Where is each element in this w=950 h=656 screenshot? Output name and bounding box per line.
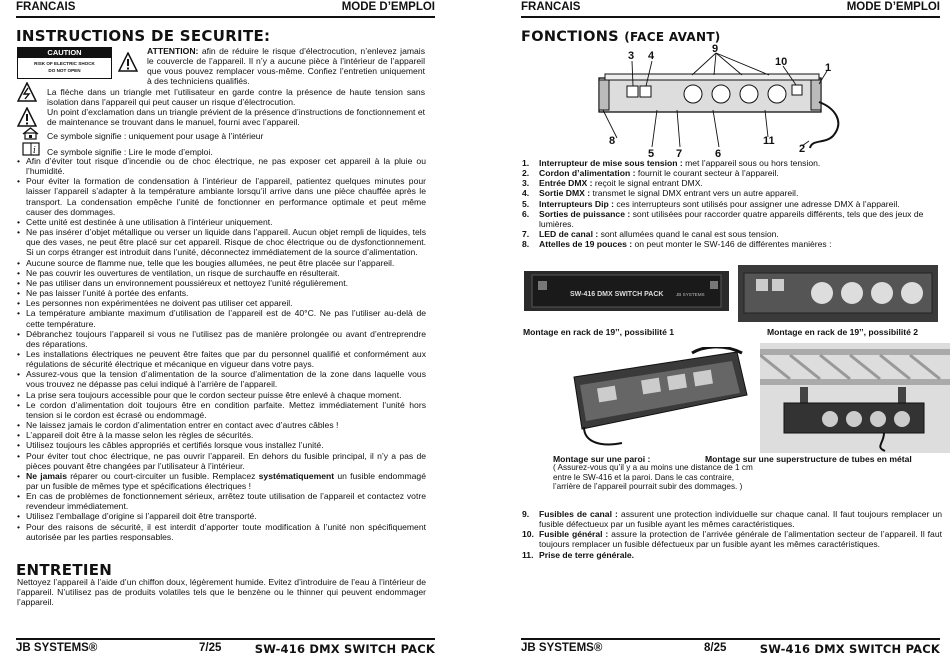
function-description: sont utilisées pour raccorder quatre appareils différents, tels que des jeux de lumières.	[539, 208, 924, 229]
function-term: LED de canal :	[539, 229, 599, 240]
function-number: 6.	[522, 208, 530, 219]
dmx-in-connector	[627, 86, 638, 97]
list-item: • Assurez-vous que la tension d’alimentation de la source d’alimentation de la zone dans laquelle vous vous trouvez ne dépasse pas celui indiqué à l’arrière de l’appareil.	[17, 369, 426, 389]
function-number: 1.	[522, 158, 530, 168]
list-item: • Ne laissez jamais le cordon d’alimentation entrer en contact avec d’autres câbles !	[17, 420, 426, 430]
list-item: • Ne pas laisser l’unité à portée des enfants.	[17, 288, 426, 298]
list-item: • Pour éviter tout choc électrique, ne pas ouvrir l’appareil. En dehors du fusible principal, il n’y a pas de pièces pouvant être changées par l’utilisateur à l’intérieur.	[17, 451, 426, 471]
list-item: • Débranchez toujours l’appareil si vous ne l’utilisez pas de manière prolongée ou avant d’entreprendre des réparations.	[17, 329, 426, 349]
function-description: fournit le courant secteur à l’appareil.	[635, 168, 779, 179]
list-item: • Les installations électriques ne peuvent être faites que par du personnel qualifié et conformément aux régulations de sécurité électrique et mécanique en vigueur dans votre pays.	[17, 349, 426, 369]
outlet	[740, 85, 758, 103]
function-term: Interrupteurs Dip :	[539, 198, 614, 209]
list-item: • Le cordon d’alimentation doit toujours être en condition parfaite. Mettez immédiatement l’unité hors tension si le cordon est écrasé ou endommagé.	[17, 400, 426, 420]
function-number: 5.	[522, 198, 530, 209]
footer-page-number: 8/25	[704, 642, 727, 654]
callout-number: 9	[712, 44, 719, 55]
page-header	[16, 1, 435, 15]
list-item: • Ne jamais réparer ou court-circuiter un fusible. Remplacez systématiquement un fusible endommagé par un fusible de mêmes type et spécifications électriques !	[17, 471, 426, 491]
read-manual-icon	[22, 142, 40, 156]
attention-paragraph	[147, 46, 425, 87]
header-manual: MODE D’EMPLOI	[846, 1, 940, 13]
function-number: 10.	[522, 529, 534, 540]
caution-title: CAUTION	[18, 48, 111, 58]
manual-symbol-text: Ce symbole signifie : Lire le mode d’emploi.	[47, 147, 213, 157]
function-number: 4.	[522, 188, 530, 199]
list-item: • Aucune source de flamme nue, telle que les bougies allumées, ne peut être placée sur l’appareil.	[17, 258, 426, 268]
callout-number: 6	[715, 148, 722, 159]
maintenance-title: ENTRETIEN	[16, 561, 113, 579]
footer-rule	[521, 638, 940, 640]
caption-wall: Montage sur une paroi :	[553, 454, 651, 464]
list-item: • Ne pas utiliser dans un environnement poussiéreux et nettoyez l’unité régulièrement.	[17, 278, 426, 288]
function-description: reçoit le signal entrant DMX.	[592, 178, 703, 189]
list-item: • Les personnes non expérimentées ne doivent pas utiliser cet appareil.	[17, 298, 426, 308]
list-item: • Utilisez toujours les câbles appropriés et certifiés lorsque vous installez l’unité.	[17, 440, 426, 450]
lightning-small-icon	[17, 52, 31, 68]
note-line: l’arrière de l’appareil pourrait subir des dommages. )	[553, 482, 743, 492]
function-number: 9.	[522, 509, 530, 519]
indoor-symbol-text: Ce symbole signifie : uniquement pour usage à l’intérieur	[47, 131, 264, 141]
page-header	[521, 1, 940, 15]
callout-number: 7	[676, 148, 683, 159]
header-language: FRANCAIS	[521, 1, 581, 13]
header-rule	[521, 16, 940, 18]
callout-number: 8	[609, 135, 616, 147]
caution-line-1: RISK OF ELECTRIC SHOCK	[34, 61, 95, 66]
exclamation-triangle-icon	[17, 107, 37, 127]
safety-bullet-list	[17, 156, 426, 542]
header-manual: MODE D’EMPLOI	[341, 1, 435, 13]
list-item: • La température ambiante maximum d’utilisation de l’appareil est de 40°C. Ne pas l’utiliser au-delà de cette température.	[17, 308, 426, 328]
power-switch	[792, 85, 802, 95]
function-term: Cordon d’alimentation :	[539, 168, 636, 179]
function-item	[522, 509, 942, 529]
callout-number: 11	[763, 135, 775, 147]
note-line: ( Assurez-vous qu’il y a au moins une distance de 1 cm	[553, 463, 753, 472]
device-brand-label: JB SYSTEMS	[676, 292, 705, 297]
callout-number: 4	[648, 50, 655, 62]
function-item	[522, 229, 942, 239]
function-description: sont allumées quand le canal est sous tension.	[598, 229, 779, 240]
function-item	[522, 178, 942, 188]
functions-title-sub: (FACE AVANT)	[624, 30, 721, 44]
function-term: Fusibles de canal :	[539, 509, 618, 519]
outlet	[768, 85, 786, 103]
function-description: met l’appareil sous ou hors tension.	[682, 158, 821, 168]
wall-mount-note	[553, 463, 753, 492]
page-8	[505, 0, 950, 654]
functions-list-continued	[522, 509, 942, 560]
indoor-use-icon	[22, 127, 39, 140]
caption-rack-2: Montage en rack de 19’’, possibilité 2	[767, 327, 919, 337]
maintenance-paragraph: Nettoyez l’appareil à l’aide d’un chiffon doux, légèrement humide. Evitez d’introduire de l’eau à l’intérieur de l’appareil. N’utilisez pas de produits volatiles tels que le benzène ou le thinner qui peuvent endommager l’appareil.	[17, 577, 426, 608]
function-term: Fusible général :	[539, 529, 609, 540]
safety-title: INSTRUCTIONS DE SECURITE:	[16, 27, 271, 45]
function-term: Sorties de puissance :	[539, 208, 631, 219]
truss-mount-photo	[760, 343, 950, 453]
footer-rule	[16, 638, 435, 640]
function-description: on peut monter le SW-146 de différentes manières :	[632, 239, 832, 250]
page-7	[0, 0, 445, 654]
function-item	[522, 188, 942, 198]
lightning-paragraph: La flèche dans un triangle met l’utilisateur en garde contre la présence de haute tension sans isolation dans l’appareil qui peut causer un risque d’électrocution.	[47, 87, 425, 108]
caution-label	[17, 47, 112, 79]
footer-brand: JB SYSTEMS®	[521, 642, 603, 654]
function-item	[522, 550, 942, 560]
function-term: Prise de terre générale.	[539, 549, 635, 560]
function-term: Sortie DMX :	[539, 188, 591, 199]
list-item: • Ne pas couvrir les ouvertures de ventilation, un risque de surchauffe en résulterait.	[17, 268, 426, 278]
panel-top	[605, 74, 819, 80]
footer-model: SW-416 DMX SWITCH PACK	[759, 642, 940, 656]
caption-rack-1: Montage en rack de 19’’, possibilité 1	[523, 327, 675, 337]
outlet	[684, 85, 702, 103]
functions-title	[521, 29, 721, 45]
exclamation-triangle-icon	[118, 52, 138, 72]
function-number: 3.	[522, 178, 530, 189]
callout-number: 10	[775, 56, 788, 68]
function-term: Attelles de 19 pouces :	[539, 239, 633, 250]
outlet	[712, 85, 730, 103]
function-description: transmet le signal DMX entrant vers un autre appareil.	[590, 188, 799, 199]
dmx-out-connector	[640, 86, 651, 97]
footer-model: SW-416 DMX SWITCH PACK	[254, 642, 435, 656]
list-item: • Utilisez l’emballage d’origine si l’appareil doit être transporté.	[17, 511, 426, 521]
function-description: ces interrupteurs sont utilisés pour assigner une adresse DMX à l’appareil.	[613, 198, 900, 209]
list-item: • Pour des raisons de sécurité, il est interdit d’apporter toute modification à l’unité non spécifiquement autorisée par les parties responsables.	[17, 522, 426, 542]
device-model-label: SW-416 DMX SWITCH PACK	[570, 291, 664, 298]
attention-strong: ATTENTION:	[147, 46, 199, 56]
function-item	[522, 529, 942, 549]
functions-title-main: FONCTIONS	[521, 29, 619, 45]
footer-brand: JB SYSTEMS®	[16, 642, 98, 654]
rack-ear-right	[811, 80, 821, 110]
callout-number: 3	[628, 50, 635, 62]
list-item: • Pour éviter la formation de condensation à l’intérieur de l’appareil, patientez quelques minutes pour laisser l’appareil s’adapter à la température ambiante lorsqu’il arrive dans une pièce chauffée après le transport. La condensation empêche l’unité de fonctionner en performance optimale et peut même causer des dommages.	[17, 176, 426, 217]
functions-list	[522, 158, 942, 249]
list-item: • Afin d’éviter tout risque d’incendie ou de choc électrique, ne pas exposer cet appareil à la pluie ou l’humidité.	[17, 156, 426, 176]
note-line: entre le SW-416 et la paroi. Dans le cas contraire,	[553, 472, 734, 482]
function-item	[522, 199, 942, 209]
caption-truss: Montage sur une superstructure de tubes en métal	[705, 454, 912, 464]
function-item	[522, 239, 942, 249]
callout-number: 5	[648, 148, 655, 159]
rack-mount-photo-1	[524, 265, 729, 317]
never-strong: Ne jamais	[26, 470, 67, 481]
header-language: FRANCAIS	[16, 1, 76, 13]
function-item	[522, 209, 942, 229]
function-number: 7.	[522, 229, 530, 240]
attention-text: afin de réduire le risque d’électrocution, n’enlevez jamais le couvercle de l’appareil. Il n’y a aucune pièce à l’intérieur de l’appareil que vous pouvez remplacer vous-même. Confiez l’entretien uniquement à des techniciens qualifiés.	[147, 46, 425, 87]
rack-mount-photo-2	[738, 265, 938, 322]
function-description: assurent une protection individuelle sur chaque canal. Il faut toujours remplacer un fusible défectueux par un fusible ayant les mêmes caractéristiques.	[539, 509, 943, 530]
exclamation-paragraph: Un point d’exclamation dans un triangle prévient de la présence d’instructions de fonctionnement et de maintenance se trouvant dans le manuel, fourni avec l’appareil.	[47, 107, 425, 128]
function-number: 11.	[522, 549, 534, 560]
list-item: • La prise sera toujours accessible pour que le cordon secteur puisse être enlevé à chaque moment.	[17, 390, 426, 400]
callout-number: 2	[799, 143, 806, 155]
function-number: 8.	[522, 239, 530, 250]
list-item: • Cette unité est destinée à une utilisation à l’intérieur uniquement.	[17, 217, 426, 227]
caution-line-2: DO NOT OPEN	[48, 68, 81, 73]
callout-number: 1	[825, 62, 832, 74]
function-number: 2.	[522, 168, 530, 179]
function-item	[522, 168, 942, 178]
rack-ear-left	[599, 80, 609, 110]
header-rule	[16, 16, 435, 18]
wall-mount-photo	[562, 347, 752, 452]
list-item: • Ne pas insérer d’objet métallique ou verser un liquide dans l’appareil. Aucun objet rempli de liquides, tels que des vases, ne peut être placé sur cet appareil. Risque de choc électrique ou de dysfonctionnement. Si un corps étranger est introduit dans l’unité, déconnectez immédiatement de la source d’alimentation.	[17, 227, 426, 257]
footer-page-number: 7/25	[199, 642, 222, 654]
function-item	[522, 158, 942, 168]
function-term: Entrée DMX :	[539, 178, 593, 189]
function-term: Interrupteur de mise sous tension :	[539, 158, 683, 168]
function-description: assure la protection de l’arrivée générale de l’alimentation secteur de l’appareil. Il faut toujours remplacer un fusible défectueux par un fusible ayant les mêmes caractéristiques.	[539, 529, 942, 550]
list-item: • En cas de problèmes de fonctionnement sérieux, arrêtez toute utilisation de l’appareil et contactez votre revendeur immédiatement.	[17, 491, 426, 511]
lightning-triangle-icon	[17, 82, 37, 102]
list-item: • L’appareil doit être à la masse selon les règles de sécurités.	[17, 430, 426, 440]
front-panel-diagram	[597, 44, 847, 159]
svg-text:i: i	[33, 146, 36, 156]
